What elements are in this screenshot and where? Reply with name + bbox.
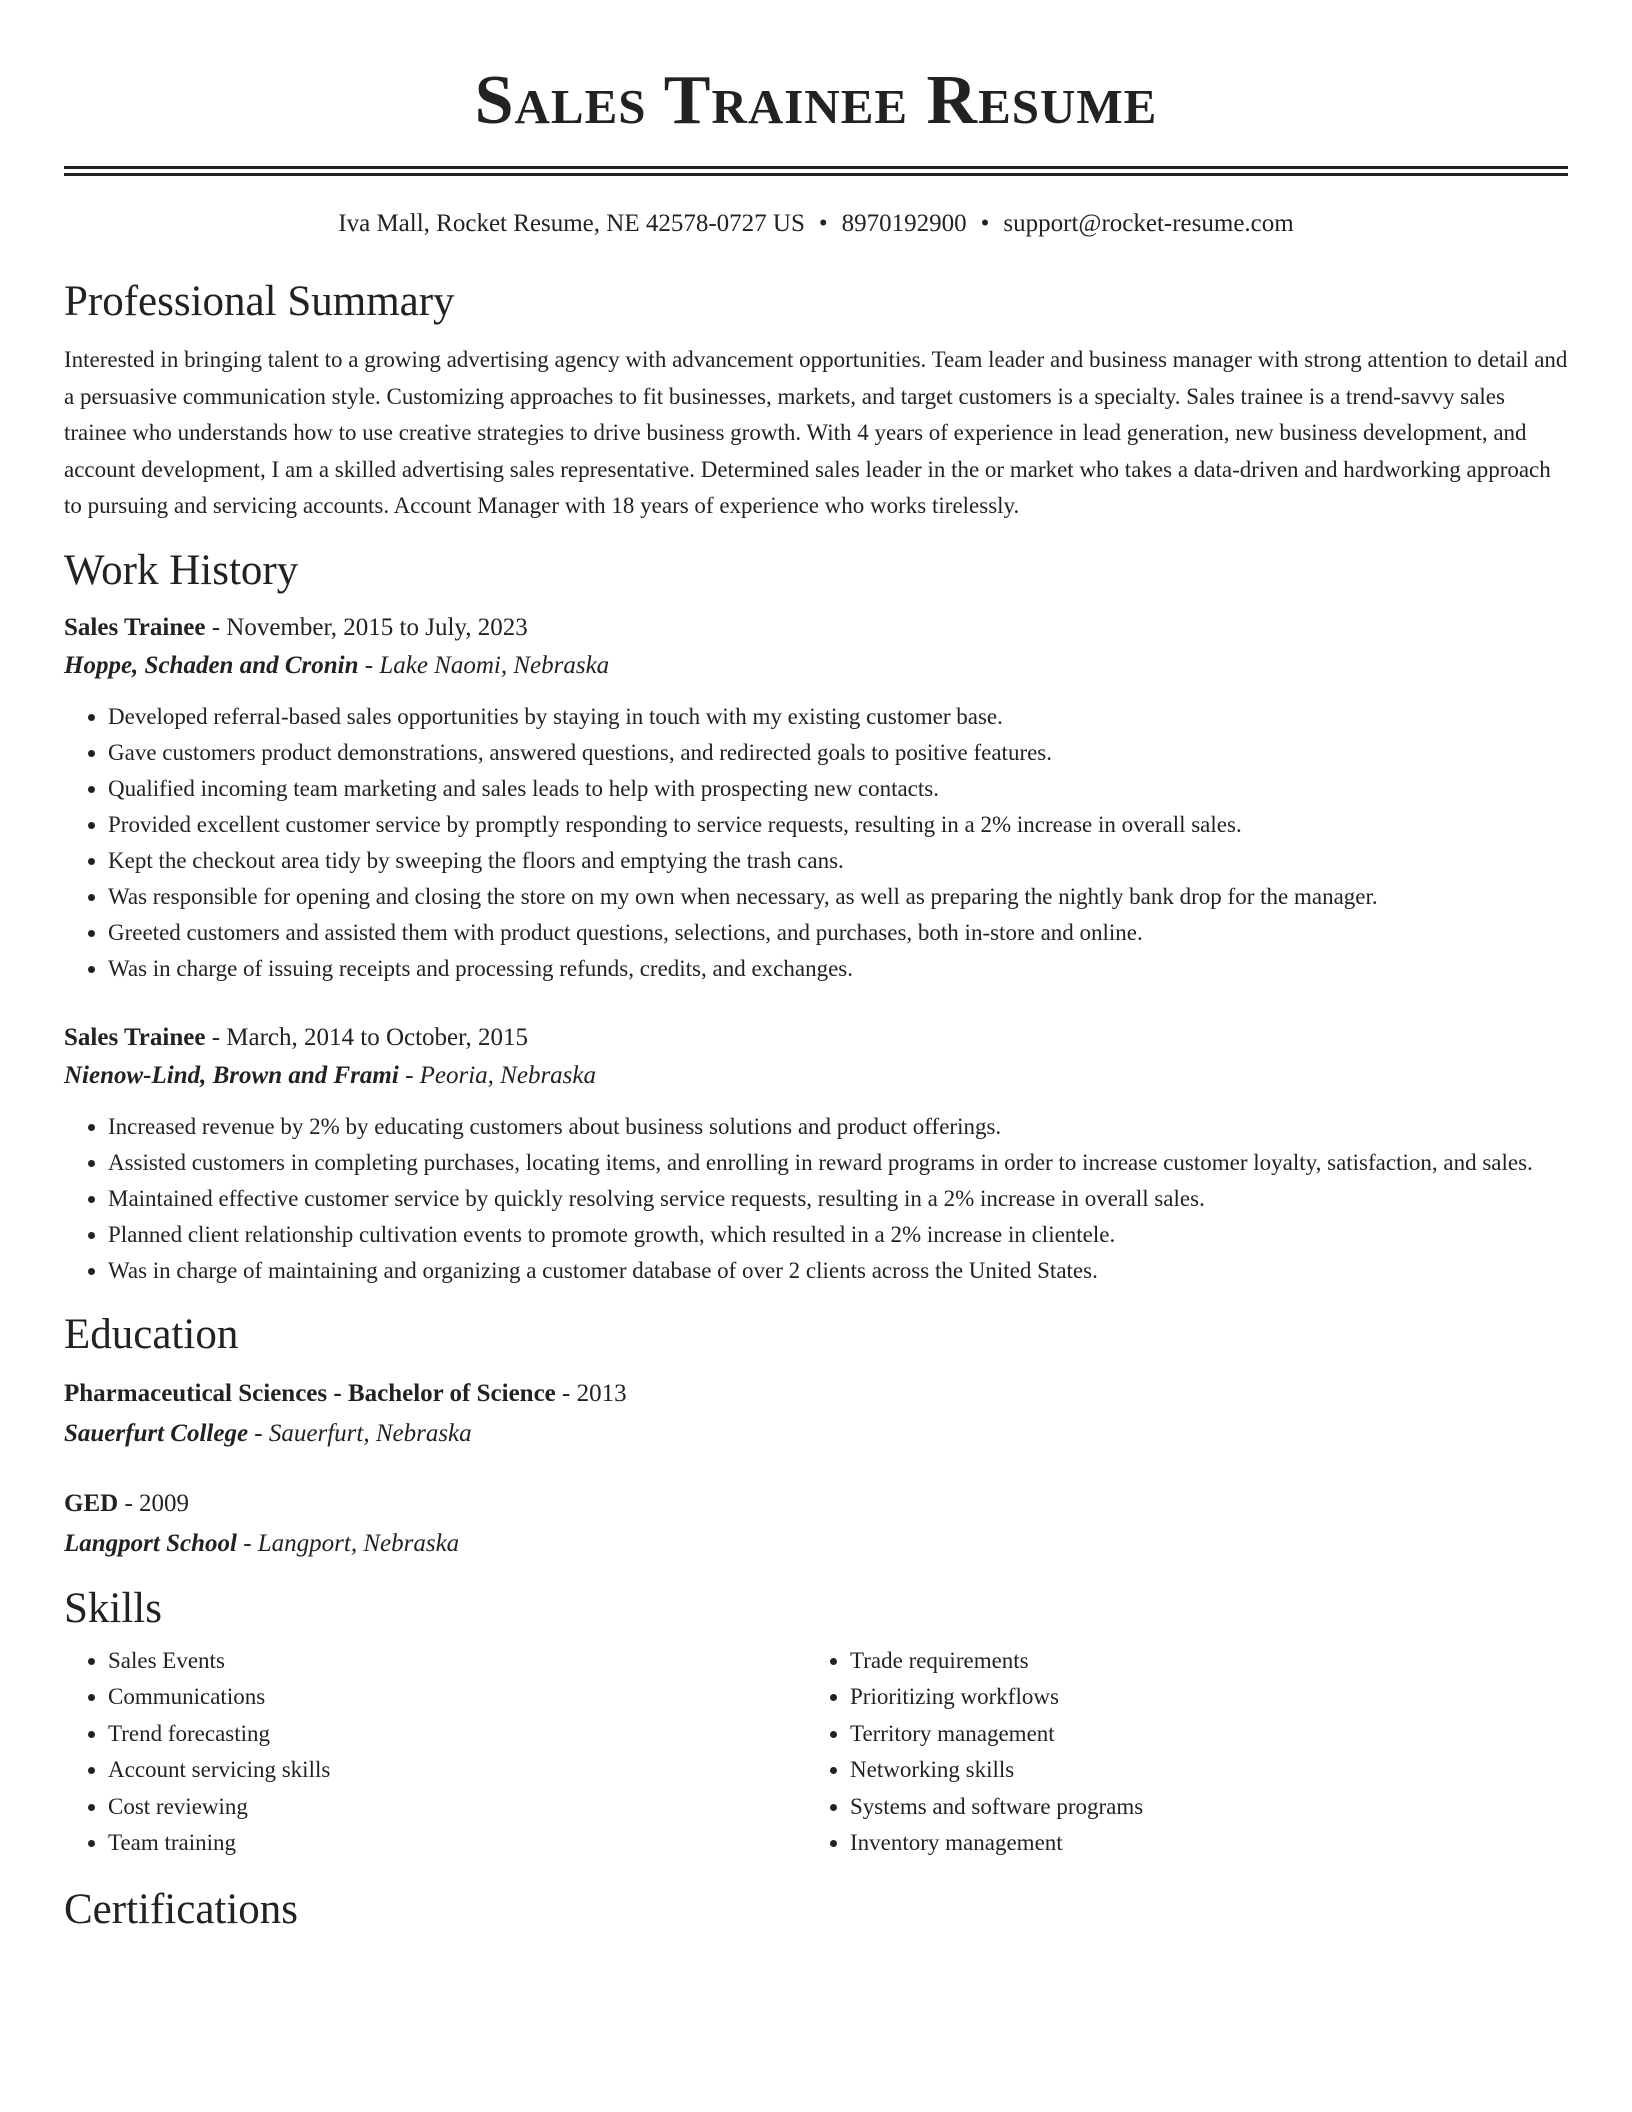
job-duty: • Greeted customers and assisted them with product questions, selections, and purchases, both in-store and online. [108, 915, 1568, 951]
contact-address: Iva Mall, Rocket Resume, NE 42578-0727 US [338, 210, 805, 237]
skill-item: • Prioritizing workflows [850, 1679, 1566, 1716]
skill-item: • Networking skills [850, 1752, 1566, 1789]
employer-name: Hoppe, Schaden and Cronin [64, 651, 359, 679]
job-duty: • Developed referral-based sales opportunities by staying in touch with my existing customer base. [108, 699, 1568, 735]
school-name: Sauerfurt College [64, 1419, 249, 1447]
contact-separator: • [980, 210, 990, 237]
resume-title: Sales Trainee Resume [474, 62, 1158, 139]
job-title: Sales Trainee [64, 1023, 206, 1051]
degree-year: - 2009 [118, 1489, 190, 1517]
skills-list-right [806, 1643, 1566, 1862]
school-location: - Langport, Nebraska [236, 1529, 460, 1557]
degree-line [64, 1375, 1568, 1413]
job-duty: • Was in charge of maintaining and organizing a customer database of over 2 clients across the United States. [108, 1253, 1568, 1289]
contact-phone: 8970192900 [841, 210, 967, 237]
job-dates: - March, 2014 to October, 2015 [205, 1023, 528, 1051]
job-duty: • Qualified incoming team marketing and sales leads to help with prospecting new contacts. [108, 771, 1568, 807]
job-duty: • Kept the checkout area tidy by sweeping the floors and emptying the trash cans. [108, 843, 1568, 879]
skill-item: • Communications [108, 1679, 806, 1716]
job-duty: • Increased revenue by 2% by educating customers about business solutions and product offerings. [108, 1109, 1568, 1145]
contact-separator: • [818, 210, 828, 237]
job-duty: • Was in charge of issuing receipts and processing refunds, credits, and exchanges. [108, 951, 1568, 987]
job-entry [64, 1019, 1568, 1289]
skill-item: • Territory management [850, 1716, 1566, 1753]
summary-heading: Professional Summary [64, 278, 455, 325]
job-dates: - November, 2015 to July, 2023 [205, 613, 528, 641]
job-title: Sales Trainee [64, 613, 206, 641]
skills-heading: Skills [64, 1584, 162, 1632]
job-duties-list [64, 699, 1568, 987]
job-duty: • Maintained effective customer service by quickly resolving service requests, resulting in a 2% increase in overall sales. [108, 1181, 1568, 1217]
contact-line [64, 208, 1568, 240]
title-double-rule [64, 166, 1568, 176]
skill-item: • Inventory management [850, 1825, 1566, 1862]
job-title-line [64, 1019, 1568, 1057]
degree-name: GED [64, 1489, 119, 1517]
employer-name: Nienow-Lind, Brown and Frami [64, 1061, 399, 1089]
job-duty: • Gave customers product demonstrations, answered questions, and redirected goals to positive features. [108, 735, 1568, 771]
skill-item: • Cost reviewing [108, 1789, 806, 1826]
skill-item: • Systems and software programs [850, 1789, 1566, 1826]
employer-location: - Lake Naomi, Nebraska [358, 651, 610, 679]
degree-year: - 2013 [555, 1379, 627, 1407]
employer-location: - Peoria, Nebraska [398, 1061, 597, 1089]
job-duty: • Planned client relationship cultivation events to promote growth, which resulted in a 2% increase in clientele. [108, 1217, 1568, 1253]
skills-list-left [64, 1643, 806, 1862]
job-title-line [64, 609, 1568, 647]
employer-line [64, 1057, 1568, 1095]
school-name: Langport School [64, 1529, 237, 1557]
skill-item: • Trend forecasting [108, 1716, 806, 1753]
job-duties-list [64, 1109, 1568, 1289]
job-duty: • Provided excellent customer service by promptly responding to service requests, resulting in a 2% increase in overall sales. [108, 807, 1568, 843]
summary-text: Interested in bringing talent to a growing advertising agency with advancement opportunities. Team leader and business manager with strong attention to detail and a persuasive communication style. Customizing approaches to fit businesses, markets, and target customers is a specialty. Sales trainee is a trend-savvy sales trainee who understands how to use creative strategies to drive business growth. With 4 years of experience in lead generation, new business development, and account development, I am a skilled advertising sales representative. Determined sales leader in the or market who takes a data-driven and hardworking approach to pursuing and servicing accounts. Account Manager with 18 years of experience who works tirelessly. [64, 347, 1568, 518]
degree-line [64, 1485, 1568, 1523]
degree-name: Pharmaceutical Sciences - Bachelor of Science [64, 1379, 556, 1407]
skills-columns [64, 1643, 1568, 1862]
education-entry [64, 1485, 1568, 1563]
education-entry [64, 1375, 1568, 1453]
contact-email: support@rocket-resume.com [1003, 210, 1294, 237]
school-line [64, 1525, 1568, 1563]
certifications-heading: Certifications [64, 1885, 299, 1933]
employer-line [64, 647, 1568, 685]
job-duty: • Assisted customers in completing purchases, locating items, and enrolling in reward programs in order to increase customer loyalty, satisfaction, and sales. [108, 1145, 1568, 1181]
job-duty: • Was responsible for opening and closing the store on my own when necessary, as well as preparing the nightly bank drop for the manager. [108, 879, 1568, 915]
school-location: - Sauerfurt, Nebraska [248, 1419, 472, 1447]
job-entry [64, 609, 1568, 987]
skill-item: • Team training [108, 1825, 806, 1862]
school-line [64, 1415, 1568, 1453]
skill-item: • Trade requirements [850, 1643, 1566, 1680]
skill-item: • Sales Events [108, 1643, 806, 1680]
work-history-heading: Work History [64, 546, 299, 594]
education-heading: Education [64, 1310, 239, 1358]
skill-item: • Account servicing skills [108, 1752, 806, 1789]
